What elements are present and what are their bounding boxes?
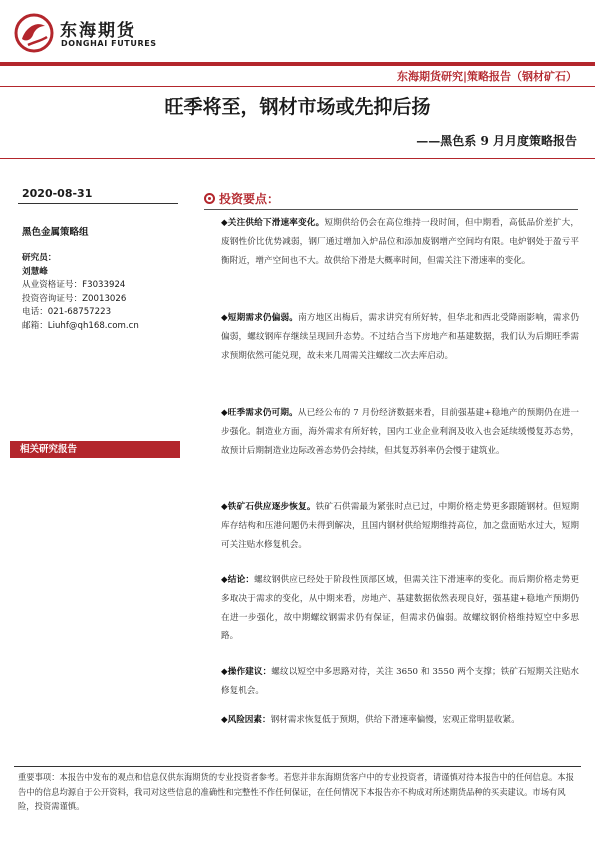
section-heading: ◆旺季需求仍可期。 (221, 408, 298, 418)
section-supply (221, 214, 579, 270)
section-conclusion (221, 571, 579, 646)
report-type-label: 东海期货研究|策略报告（钢材矿石） (396, 70, 577, 83)
section-body: 钢材需求恢复低于预期，供给下滑速率偏慢，宏观正常明显收紧。 (270, 715, 520, 725)
target-bullet-icon (204, 193, 215, 204)
section-iron-ore (221, 498, 579, 554)
phone-label: 电话： (22, 307, 48, 318)
email-label: 邮箱： (22, 320, 48, 331)
logo-english-name: DONGHAI FUTURES (61, 39, 157, 48)
report-subtitle: ——黑色系 9 月月度策略报告 (416, 134, 577, 148)
section-short-demand (221, 309, 579, 365)
report-title: 旺季将至，钢材市场或先抑后扬 (164, 96, 431, 118)
report-date: 2020-08-31 (22, 187, 93, 200)
phone-line (22, 306, 182, 320)
section-heading: ◆风险因素： (221, 715, 271, 725)
investment-points-title: 投资要点： (219, 192, 280, 206)
analyst-label: 研究员： (22, 253, 57, 263)
section-heading: ◆结论： (221, 575, 255, 585)
section-heading: ◆短期需求仍偏弱。 (221, 313, 299, 323)
section-peak-demand (221, 404, 579, 460)
section-risk (221, 711, 579, 730)
dolphin-logo-icon (14, 12, 54, 54)
section-heading: ◆操作建议： (221, 667, 272, 677)
section-body: 南方地区出梅后，需求讲究有所好转，但华北和西北受降雨影响，需求仍偏弱，螺纹钢库存继续呈现回升态势。不过结合当下房地产和基建数据，我们认为后期旺季需求预期依然可能兑现，故未来几周需关注螺纹二次去库启动。 (221, 313, 579, 361)
header-red-rule (0, 62, 595, 66)
department-name: 黑色金属策略组 (22, 227, 89, 238)
section-body: 螺纹钢供应已经处于阶段性顶部区域，但需关注下滑速率的变化。而后期价格走势更多取决于需求的变化，从中期来看，房地产、基建数据依然表现良好，强基建+稳地产预期仍在进一步强化，故中期螺纹钢需求仍有保证，但需求仍偏弱。故螺纹钢价格维持短空中多思路。 (221, 575, 579, 642)
analyst-info (22, 252, 182, 334)
investment-points-rule (204, 209, 578, 210)
section-body: 螺纹以短空中多思路对待，关注 3650 和 3550 两个支撑；铁矿石短期关注贴水修复机会。 (221, 667, 580, 696)
phone-number: 021-68757223 (47, 307, 112, 318)
logo-chinese-name: 东海期货 (60, 21, 136, 41)
analyst-name-line (22, 266, 182, 280)
qualification-label: 从业资格证号： (22, 280, 83, 291)
consulting-number: Z0013026 (82, 293, 127, 304)
qualification-line (22, 279, 182, 293)
consulting-line (22, 293, 182, 307)
section-body: 铁矿石供需最为紧张时点已过，中期价格走势更多跟随钢材。但短期库存结构和压港问题仍未得到解决，且国内钢材供给短期维持高位，加之盘面贴水过大，短期可关注贴水修复机会。 (221, 502, 579, 550)
analyst-name: 刘慧峰 (22, 266, 48, 277)
title-thin-rule (0, 158, 595, 159)
email-address[interactable]: Liuhf@qh168.com.cn (47, 320, 139, 331)
section-operation (221, 663, 579, 701)
related-reports-bar: 相关研究报告 (10, 441, 180, 458)
email-line (22, 320, 182, 334)
footer-rule (14, 766, 581, 767)
qualification-number: F3033924 (82, 280, 126, 291)
section-heading: ◆铁矿石供应逐步恢复。 (221, 502, 316, 512)
disclaimer-text: 重要事项：本报告中发布的观点和信息仅供东海期货的专业投资者参考。若您并非东海期货客户中的专业投资者，请谨慎对待本报告中的任何信息。本报告中的信息均源自于公开资料，我司对这些信息的准确性和完整性不作任何保证，在任何情况下本报告亦不构成对所述期货品种的买卖建议。市场有风险，投资需谨慎。 (18, 772, 574, 812)
header-thin-rule (0, 86, 595, 87)
company-logo (14, 12, 157, 58)
date-divider (18, 203, 178, 204)
section-body: 短期供给仍会在高位维持一段时间，但中期看，高低品价差扩大，废钢性价比优势减弱，钢厂通过增加入炉品位和添加废钢增产空间均有限。电炉钢处于盈亏平衡附近，增产空间也不大。故供给下滑是大概率时间，但需关注下滑速率的变化。 (221, 218, 579, 266)
investment-points-header (204, 190, 578, 208)
section-heading: ◆关注供给下滑速率变化。 (221, 218, 325, 228)
consulting-label: 投资咨询证号： (22, 293, 83, 304)
analyst-label-line (22, 252, 182, 266)
section-body: 从已经公布的 7 月份经济数据来看，目前强基建+稳地产的预期仍在进一步强化。制造业方面，海外需求有所好转，国内工业企业利润及收入也会延续缓慢复苏态势，故预计后期制造业边际改善态势仍会持续，但其复苏斜率仍会慢于建筑业。 (221, 408, 579, 456)
